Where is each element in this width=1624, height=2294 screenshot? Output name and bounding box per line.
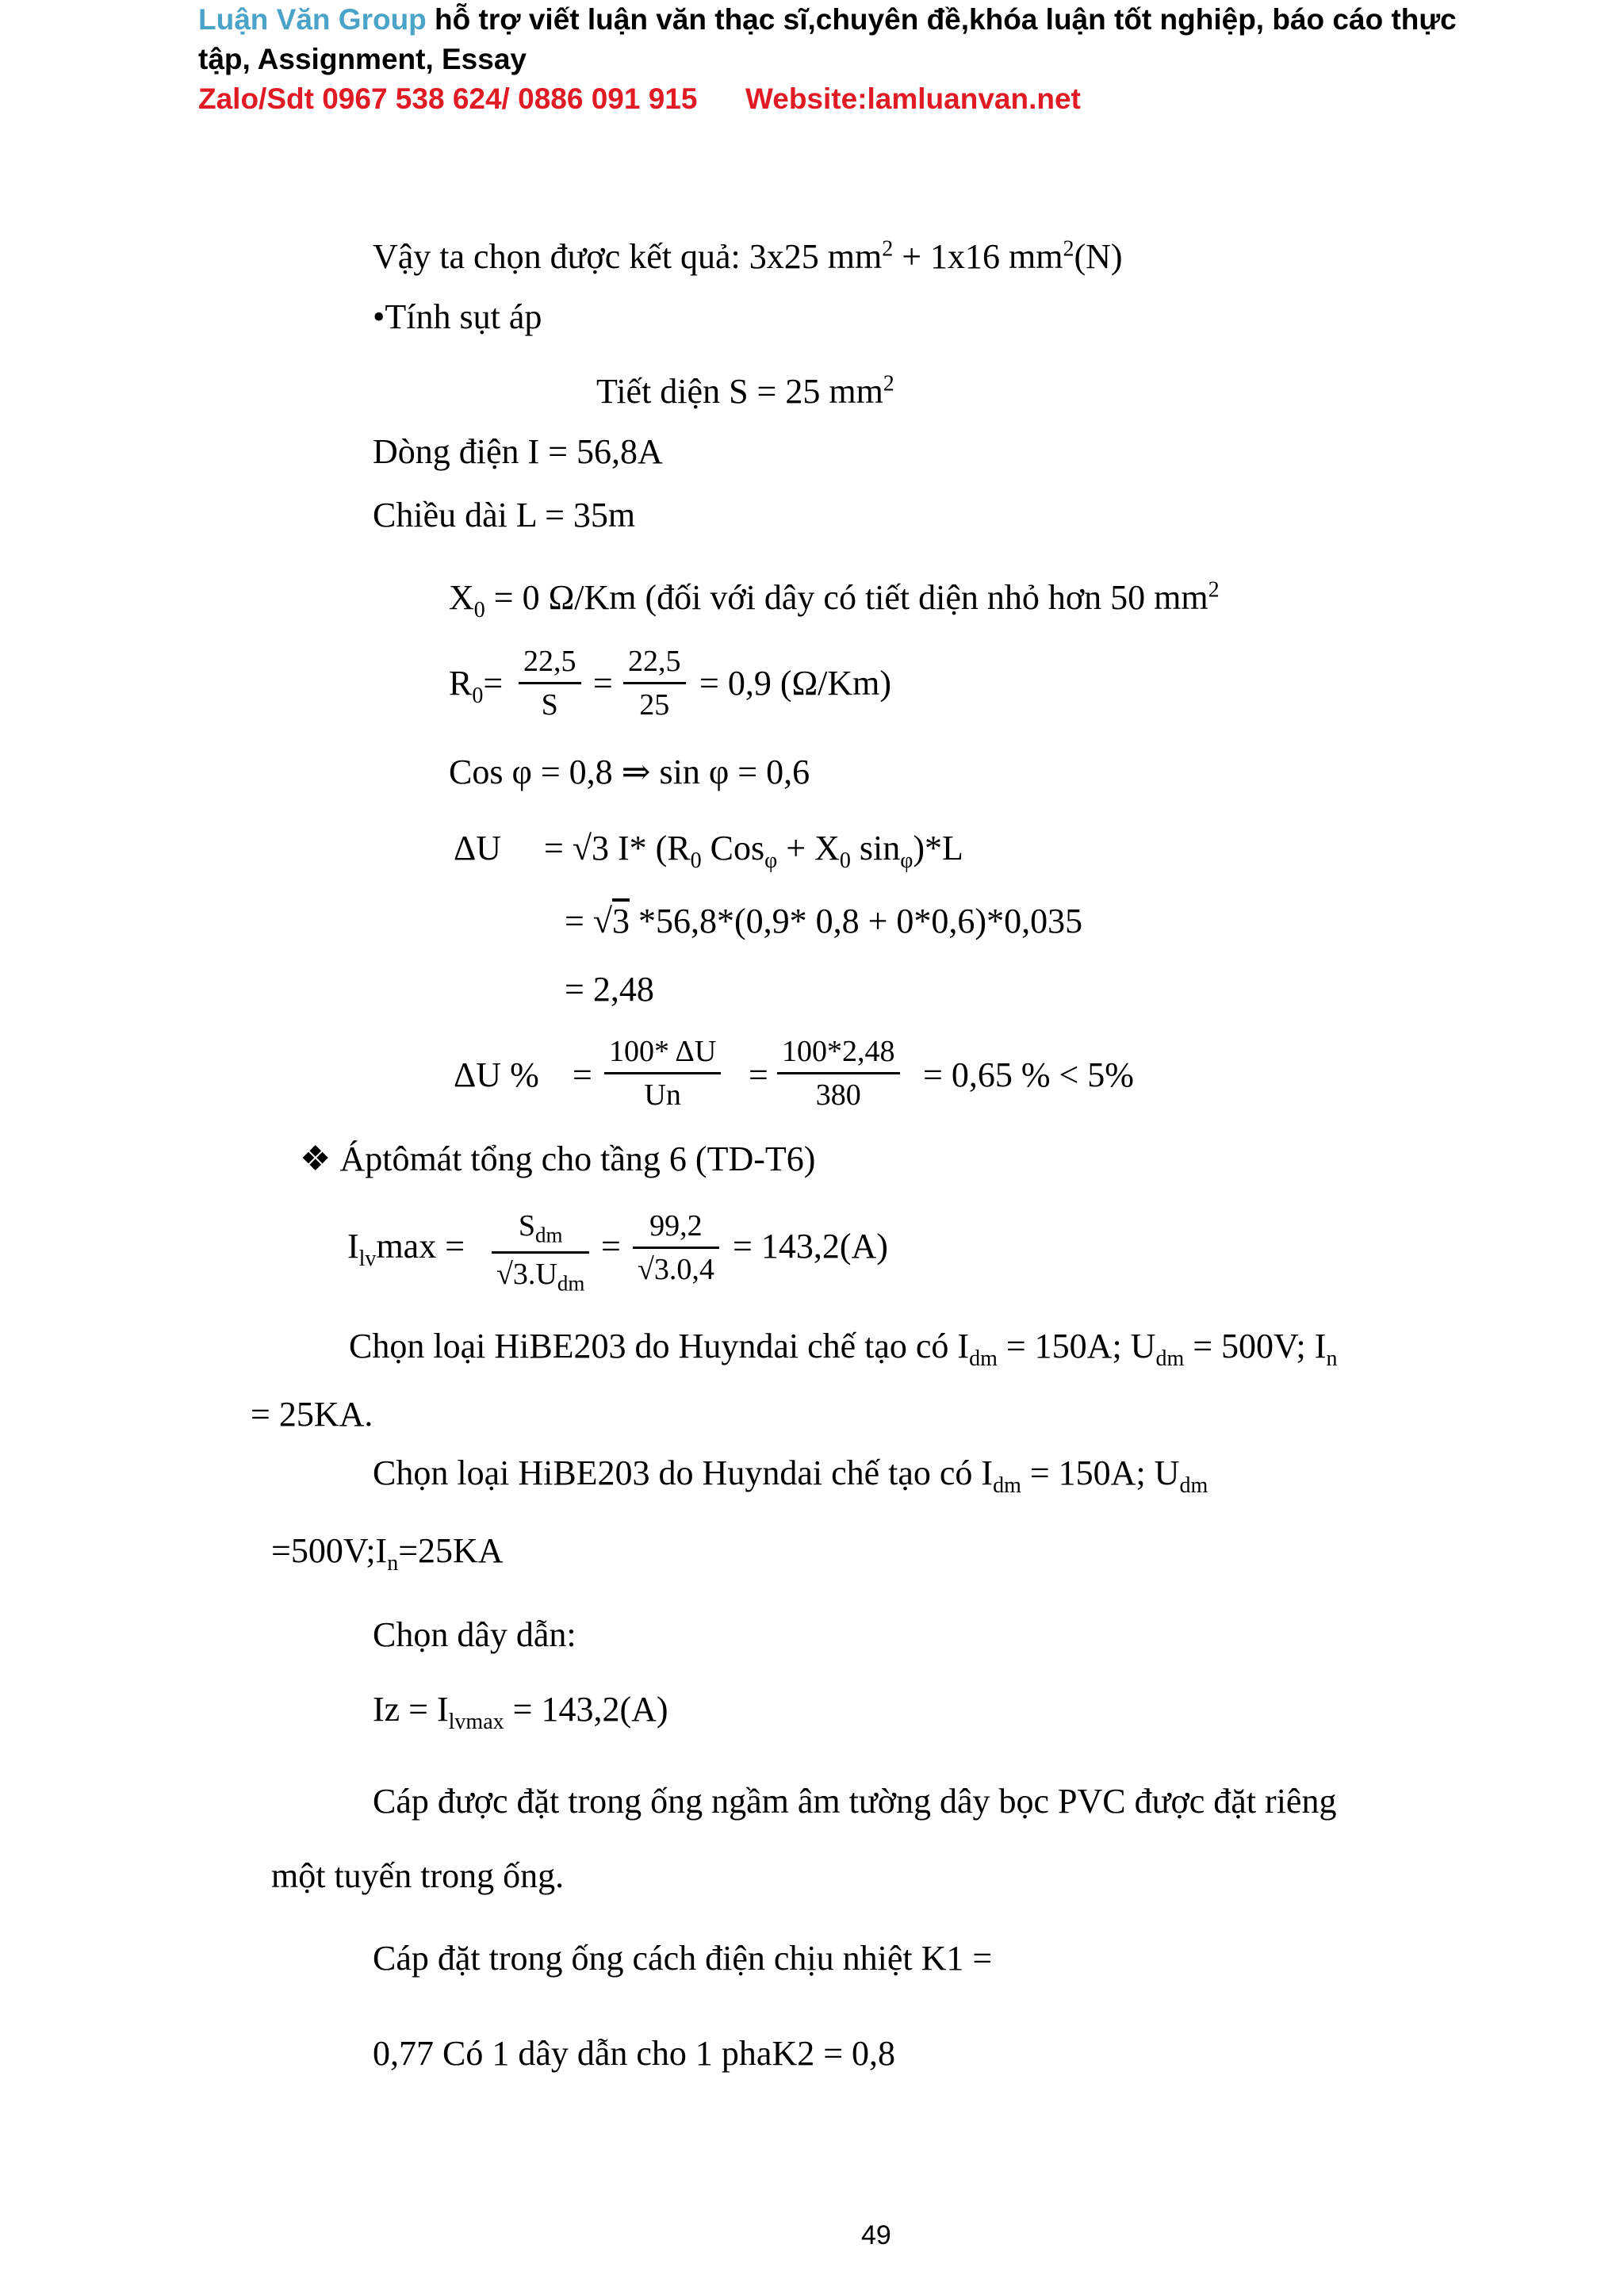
header-line-1 (198, 3, 1457, 36)
current-line: Dòng điện I = 56,8A (373, 432, 663, 471)
r0-result: = 0,9 (Ω/Km) (699, 664, 892, 703)
iz-line: $Iz = I_{lvmax} = 143,2(A)$ (373, 1690, 668, 1734)
header-brand: Luận Văn Group (198, 3, 427, 36)
eq-sign-4: = (601, 1227, 621, 1266)
delta-u-percent-label: ΔU % (454, 1055, 539, 1094)
delta-u-formula: = √3 I* ($R_0$ $Cos_\varphi + X_0$ $\sin_\varphi)*L$ (544, 829, 963, 873)
choose-breaker-line-2: $=500V;I_n=25KA$ (271, 1531, 504, 1576)
x0-line: $X_0 = 0$ Ω/Km (đối với dây có tiết diện nhỏ hơn 50 $mm^2$ (449, 577, 1220, 622)
ilv-label: $I_{lv}\max$ = (347, 1227, 465, 1271)
delta-u-label: ΔU (454, 829, 502, 867)
choose-breaker-line: Chọn loại HiBE203 do Huyndai chế tạo có $I_{dm} = 150A$; $U_{dm}$ (373, 1453, 1208, 1498)
header-contact: Zalo/Sdt 0967 538 624/ 0886 091 915 (198, 82, 698, 115)
header-tagline: hỗ trợ viết luận văn thạc sĩ,chuyên đề,khóa luận tốt nghiệp, báo cáo thực (426, 3, 1457, 36)
section-line: Tiết diện S = 25 $mm^2$ (596, 371, 894, 411)
header-website: Website:lamluanvan.net (745, 82, 1081, 115)
fraction-ilv-2: $\frac{99,2}{√3.0,4}$ (633, 1208, 719, 1287)
cos-sin-line: Cos φ = 0,8 ⇒ sin φ = 0,6 (449, 753, 810, 791)
eq-sign-2: = (573, 1055, 592, 1094)
conductor-heading: Chọn dây dẫn: (373, 1615, 576, 1654)
k2-line: 0,77 Có 1 dây dẫn cho 1 phaK2 = 0,8 (373, 2034, 896, 2073)
page-number: 49 (861, 2220, 891, 2250)
cable-line-2: một tuyến trong ống. (271, 1856, 565, 1895)
voltage-drop-heading: •Tính sụt áp (373, 297, 542, 336)
fraction-r0-1: $\frac{22,5}{S}$ (519, 644, 581, 722)
eq-sign-3: = (749, 1055, 768, 1094)
choose-breaker-image-end: = 25KA. (251, 1395, 373, 1434)
fraction-ilv-1: $S_{dm}$ $√3.U_{dm}$ (492, 1208, 589, 1296)
k1-line: Cáp đặt trong ống cách điện chịu nhiệt K1 = (373, 1939, 993, 1978)
fraction-du-1: $\frac{100* \Delta U}{Un}$ (604, 1034, 721, 1113)
delta-u-result: = 2,48 (565, 970, 654, 1009)
result-line: Vậy ta chọn được kết quả: 3x25 $mm^2 + 1x16$ $mm^2(N)$ (373, 236, 1123, 276)
r0-label: $R_0=$ (449, 664, 504, 708)
delta-u-percent-result: = 0,65 % < 5% (923, 1055, 1134, 1094)
fraction-r0-2: $\frac{22,5}{25}$ (623, 644, 686, 722)
length-line: Chiều dài L = 35m (373, 496, 636, 534)
ilv-result: = 143,2(A) (733, 1227, 888, 1266)
eq-sign-1: = (593, 664, 613, 703)
cable-line-1: Cáp được đặt trong ống ngầm âm tường dây bọc PVC được đặt riêng (373, 1782, 1337, 1821)
delta-u-substitution: = √3 *56,8*(0,9* 0,8 + 0*0,6)*0,035 (565, 902, 1083, 940)
header-line-2: tập, Assignment, Essay (198, 43, 527, 75)
fraction-du-2: $\frac{100*2,48}{380}$ (777, 1034, 900, 1113)
breaker-heading: ❖ Áptômát tổng cho tầng 6 (TD-T6) (300, 1139, 816, 1178)
choose-breaker-image-line: Chọn loại HiBE203 do Huyndai chế tạo có $I_{dm} = 150A$; $U_{dm} = 500V$; $I_n$ (349, 1327, 1338, 1371)
